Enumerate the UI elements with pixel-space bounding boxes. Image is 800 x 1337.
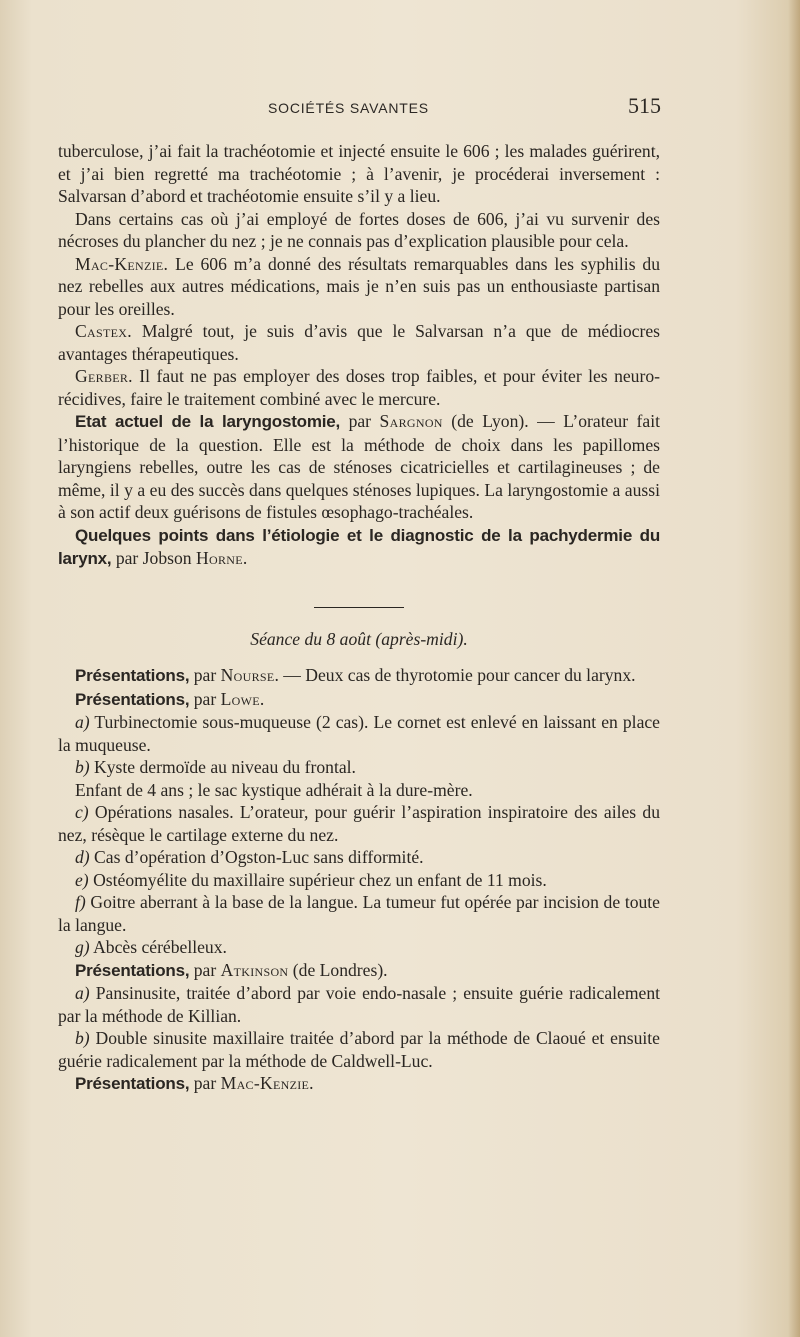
speaker-name: Gerber. — [75, 366, 133, 386]
list-item: e) Ostéomyélite du maxillaire supérieur chez un enfant de 11 mois. — [75, 869, 547, 890]
list-item: d) Cas d’opération d’Ogston-Luc sans difformité. — [75, 847, 424, 867]
list-item: c) Opérations nasales. L’orateur, pour guérir l’aspiration inspiratoire des ailes du nez, résèque le cartilage externe du nez. — [58, 802, 660, 845]
section-title: Quelques points dans l’étiologie et le diagnostic de la pachydermie du larynx, — [58, 525, 660, 568]
section-title: Présentations, — [75, 666, 190, 685]
session-heading: Séance du 8 août (après-midi). — [250, 628, 468, 649]
author-name: Nourse — [220, 665, 275, 685]
paragraph-speaker-gerber: Gerber. Il faut ne pas employer des doses trop faibles, et pour éviter les neuro-récidives, faire le traitement combiné avec le mercure. — [58, 366, 660, 409]
section-title: Présentations, — [75, 960, 190, 980]
body-text — [58, 140, 660, 1096]
paragraph: Dans certains cas où j’ai employé de fortes doses de 606, j’ai vu survenir des nécroses du plancher du nez ; je ne connais pas d’explication plausible pour cela. — [58, 208, 660, 251]
page-edge-shadow — [788, 0, 800, 1337]
paragraph-laryngostomie: Etat actuel de la laryngostomie, par Sargnon (de Lyon). — L’orateur fait l’historique de la question. Elle est la méthode de choix dans les papillomes laryngiens rebelles, outre les cas de sténoses cicatricielles et cartilagineuses ; de même, il y a eu des succès dans quelques sténoses lupiques. La laryngostomie a aussi à son actif deux guérisons de fistules œsophago-trachéales. — [58, 411, 660, 522]
author-name: Sargnon — [379, 411, 443, 431]
paragraph-presentations-nourse: Présentations, par Nourse. — Deux cas de thyrotomie pour cancer du larynx. — [75, 665, 636, 685]
list-item: a) Turbinectomie sous-muqueuse (2 cas). Le cornet est enlevé en laissant en place la muqueuse. — [58, 712, 660, 755]
list-item: b) Kyste dermoïde au niveau du frontal. — [75, 757, 356, 777]
list-item: b) Double sinusite maxillaire traitée d’abord par la méthode de Claoué et ensuite guérie radicalement par la méthode de Caldwell-Luc. — [58, 1028, 660, 1071]
paragraph-presentations-mackenzie: Présentations, par Mac-Kenzie. — [75, 1073, 314, 1093]
paragraph-presentations-atkinson: Présentations, par Atkinson (de Londres). — [75, 959, 388, 980]
author-name: Mac-Kenzie — [220, 1073, 310, 1093]
running-head: SOCIÉTÉS SAVANTES — [268, 100, 429, 116]
list-item: a) Pansinusite, traitée d’abord par voie endo-nasale ; ensuite guérie radicalement par la méthode de Killian. — [58, 983, 660, 1026]
paragraph-speaker-castex: Castex. Malgré tout, je suis d’avis que le Salvarsan n’a que de médiocres avantages thérapeutiques. — [58, 321, 660, 364]
list-item: g) Abcès cérébelleux. — [75, 937, 227, 957]
author-name: Lowe — [220, 688, 260, 709]
list-item: f) Goitre aberrant à la base de la langue. La tumeur fut opérée par incision de toute la langue. — [58, 892, 660, 935]
author-name: Atkinson — [220, 959, 289, 980]
speaker-name: Mac-Kenzie. — [75, 253, 169, 274]
paragraph-pachydermie: Quelques points dans l’étiologie et le diagnostic de la pachydermie du larynx, par Jobson Horne. — [58, 525, 660, 568]
paragraph-continuation: tuberculose, j’ai fait la trachéotomie et injecté ensuite le 606 ; les malades guérirent, et j’ai bien regretté ma trachéotomie ; à l’avenir, je procéderai inversement : Salvarsan d’abord et trachéotomie ensuite s’il y a lieu. — [58, 141, 660, 206]
paragraph-speaker-mackenzie: Mac-Kenzie. Le 606 m’a donné des résultats remarquables dans les syphilis du nez rebelles aux autres médications, mais je n’en suis pas un enthousiaste partisan pour les oreilles. — [58, 253, 660, 319]
author-name: Horne — [195, 548, 243, 568]
list-item: Enfant de 4 ans ; le sac kystique adhérait à la dure-mère. — [75, 779, 473, 800]
section-divider — [314, 607, 404, 608]
speaker-name: Castex. — [75, 321, 132, 341]
paragraph-presentations-lowe: Présentations, par Lowe. — [75, 688, 265, 709]
page-header — [0, 93, 800, 120]
page-number: 515 — [628, 93, 661, 118]
section-title: Présentations, — [75, 689, 190, 709]
section-title: Présentations, — [75, 1074, 190, 1093]
section-title: Etat actuel de la laryngostomie, — [75, 412, 341, 431]
